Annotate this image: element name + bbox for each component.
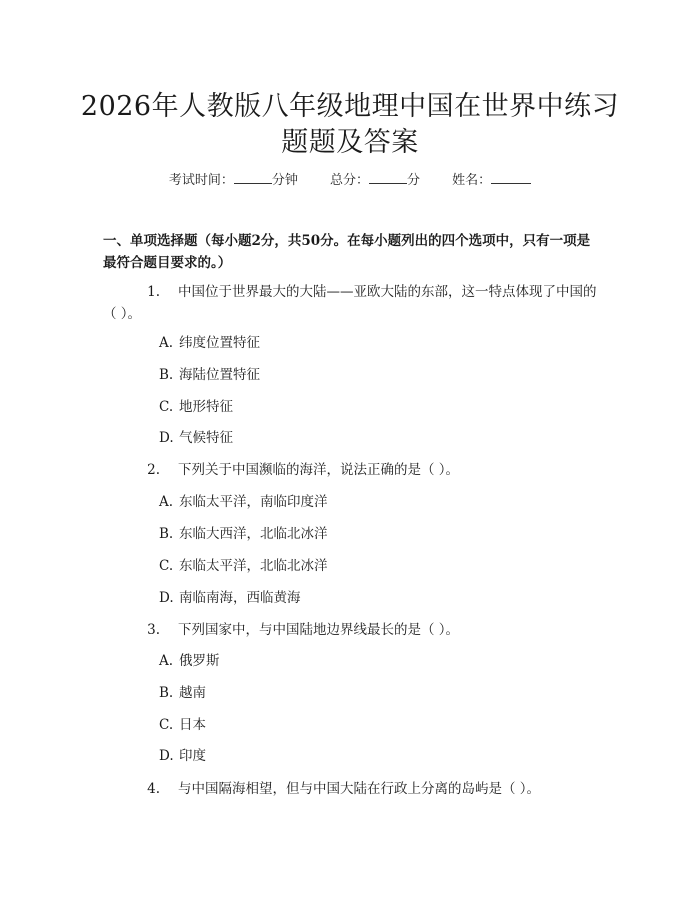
option-3c: C. 日本 bbox=[159, 717, 206, 733]
option-3a: A. 俄罗斯 bbox=[159, 653, 220, 669]
name-label: 姓名： bbox=[452, 173, 492, 188]
question-number: 1. bbox=[147, 284, 160, 300]
question-number: 3. bbox=[147, 622, 160, 638]
question-number: 4. bbox=[147, 781, 160, 797]
option-3d: D. 印度 bbox=[159, 748, 206, 764]
option-3b: B. 越南 bbox=[159, 685, 206, 701]
question-1 bbox=[103, 281, 603, 325]
option-1a: A. 纬度位置特征 bbox=[159, 335, 260, 351]
name-blank bbox=[491, 171, 531, 184]
name-field bbox=[452, 173, 531, 188]
time-field bbox=[169, 173, 302, 188]
time-label: 考试时间： bbox=[168, 173, 234, 188]
question-3 bbox=[103, 619, 603, 641]
score-label: 总分： bbox=[329, 173, 369, 188]
option-2d: D. 南临南海，西临黄海 bbox=[159, 590, 301, 606]
page-title-line1: 2026年人教版八年级地理中国在世界中练习 bbox=[80, 91, 620, 122]
question-number: 2. bbox=[147, 462, 160, 478]
score-blank bbox=[369, 171, 407, 184]
option-2c: C. 东临太平洋，北临北冰洋 bbox=[159, 558, 328, 574]
option-1d: D. 气候特征 bbox=[159, 430, 233, 446]
section-title: 一、单项选择题（每小题2分，共50分。在每小题列出的四个选项中，只有一项是最符合题目要求的。） bbox=[103, 233, 591, 271]
question-text: 与中国隔海相望，但与中国大陆在行政上分离的岛屿是（ ）。 bbox=[178, 781, 541, 797]
question-text: 中国位于世界最大的大陆——亚欧大陆的东部，这一特点体现了中国的（ ）。 bbox=[103, 284, 597, 322]
score-field bbox=[330, 173, 424, 188]
question-text: 下列关于中国濒临的海洋，说法正确的是（ ）。 bbox=[178, 462, 460, 478]
question-4 bbox=[103, 778, 603, 800]
option-2b: B. 东临大西洋，北临北冰洋 bbox=[159, 526, 328, 542]
time-blank bbox=[234, 171, 272, 184]
option-2a: A. 东临太平洋，南临印度洋 bbox=[159, 494, 328, 510]
score-unit: 分 bbox=[407, 173, 421, 188]
option-1b: B. 海陆位置特征 bbox=[159, 367, 260, 383]
option-1c: C. 地形特征 bbox=[159, 399, 233, 415]
question-text: 下列国家中，与中国陆地边界线最长的是（ ）。 bbox=[178, 622, 460, 638]
time-unit: 分钟 bbox=[271, 173, 298, 188]
page-title-line2: 题题及答案 bbox=[281, 127, 419, 158]
question-2 bbox=[103, 459, 603, 481]
exam-meta bbox=[0, 169, 700, 188]
